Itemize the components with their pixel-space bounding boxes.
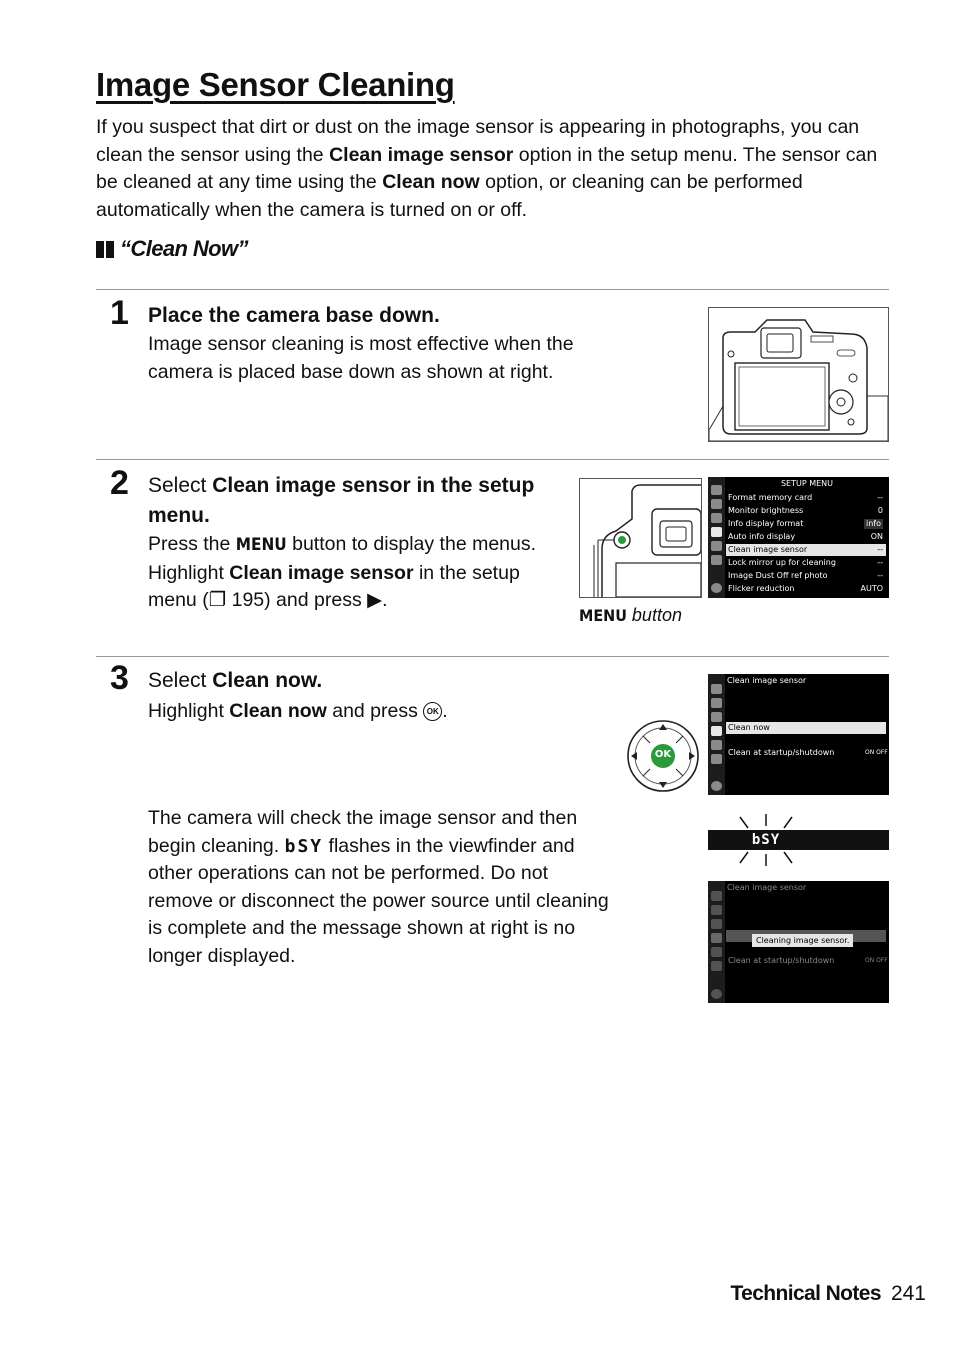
retouch-menu-icon [711,541,722,551]
custom-settings-icon [711,919,722,929]
menu-item[interactable]: Info display format info [728,519,881,528]
help-icon [711,989,722,999]
on-off-icon: ON OFF [865,749,888,756]
step-body: Image sensor cleaning is most effective when the camera is placed base down as shown at right. [148,333,574,383]
step-heading: Place the camera base down. [148,304,440,327]
divider [96,289,889,290]
flash-lines-icon [708,814,889,866]
setup-menu-icon [711,726,722,736]
menu-sidebar [708,674,725,795]
custom-settings-icon [711,712,722,722]
screen-title: Clean image sensor [727,883,807,892]
menu-button-illustration [579,478,702,598]
intro-paragraph: If you suspect that dirt or dust on the image sensor is appearing in photographs, you can clean the sensor using the Clean image sensor option in the setup menu. The sensor can be cleaned at any time using the Clean now option, or cleaning can be performed automatically when the camera is turned on or off. [96,116,878,221]
help-icon [711,583,722,593]
menu-button-caption: MENU button [579,605,682,625]
viewfinder-indicator [708,814,889,866]
retouch-menu-icon [711,947,722,957]
option-clean-startup-shutdown[interactable]: Clean at startup/shutdown ON OFF [728,748,888,757]
section-marker-icon [96,241,114,258]
subheading-text: “Clean Now” [120,236,248,261]
playback-menu-icon [711,485,722,495]
step-body: Highlight Clean now and press OK . [148,700,448,722]
menu-item[interactable]: Monitor brightness 0 [728,506,883,515]
playback-menu-icon [711,891,722,901]
menu-item[interactable]: Auto info display ON [728,532,883,541]
busy-indicator: bSY [751,832,781,848]
recent-settings-icon [711,961,722,971]
step-heading: Select Clean image sensor in the setup menu. [148,474,535,527]
page-number: 241 [890,1282,926,1305]
ok-button-icon: OK [423,702,442,721]
divider [96,656,889,657]
cleaning-message-popup: Cleaning image sensor. [752,934,853,947]
camera-back-illustration [708,307,889,442]
page-footer [730,1282,926,1306]
retouch-menu-icon [711,740,722,750]
playback-menu-icon [711,684,722,694]
page-reference: ❐ 195 [208,589,265,611]
menu-button-glyph: MENU [235,535,287,555]
on-off-icon: ON OFF [865,957,888,964]
option-clean-startup-shutdown: Clean at startup/shutdown ON OFF [728,956,888,965]
divider [96,459,889,460]
help-icon [711,781,722,791]
step-number: 1 [110,294,129,332]
step-heading: Select Clean now. [148,669,323,692]
section-name: Technical Notes [730,1282,881,1305]
step-number: 2 [110,464,129,502]
step-number: 3 [110,659,129,697]
menu-title: SETUP MENU [780,479,834,488]
shooting-menu-icon [711,499,722,509]
busy-indicator-glyph: bSY [284,835,324,857]
step-body-continued: The camera will check the image sensor and then begin cleaning. bSY flashes in the viewfinder and other operations can not be performed. Do not remove or disconnect the power source until cleaning is complete and the message shown at right is no longer displayed. [148,807,609,967]
setup-menu-icon [711,933,722,943]
setup-menu-icon [711,527,722,537]
setup-menu-screen [708,477,889,598]
shooting-menu-icon [711,905,722,915]
page-title: Image Sensor Cleaning [96,66,455,103]
menu-item[interactable]: Flicker reduction AUTO [728,584,883,593]
camera-icon [709,308,888,441]
menu-sidebar [708,881,725,1003]
shooting-menu-icon [711,698,722,708]
recent-settings-icon [711,754,722,764]
camera-viewfinder-icon [580,479,701,597]
menu-item[interactable]: Format memory card -- [728,493,883,502]
ok-label: OK [654,749,672,760]
menu-item-highlighted[interactable]: Clean image sensor -- [726,544,886,556]
step-body: Press the MENU button to display the menus. Highlight Clean image sensor in the setup menu (❐ 195) and press ▶. [148,533,537,611]
multi-selector-illustration [626,719,700,793]
clean-sensor-screen [708,674,889,795]
section-subheading [96,236,248,262]
screen-title: Clean image sensor [727,676,807,685]
menu-item[interactable]: Lock mirror up for cleaning -- [728,558,883,567]
menu-sidebar [708,477,725,598]
cleaning-progress-screen [708,881,889,1003]
recent-settings-icon [711,555,722,565]
custom-settings-icon [711,513,722,523]
option-clean-now[interactable]: Clean now [726,722,886,734]
menu-item[interactable]: Image Dust Off ref photo -- [728,571,883,580]
